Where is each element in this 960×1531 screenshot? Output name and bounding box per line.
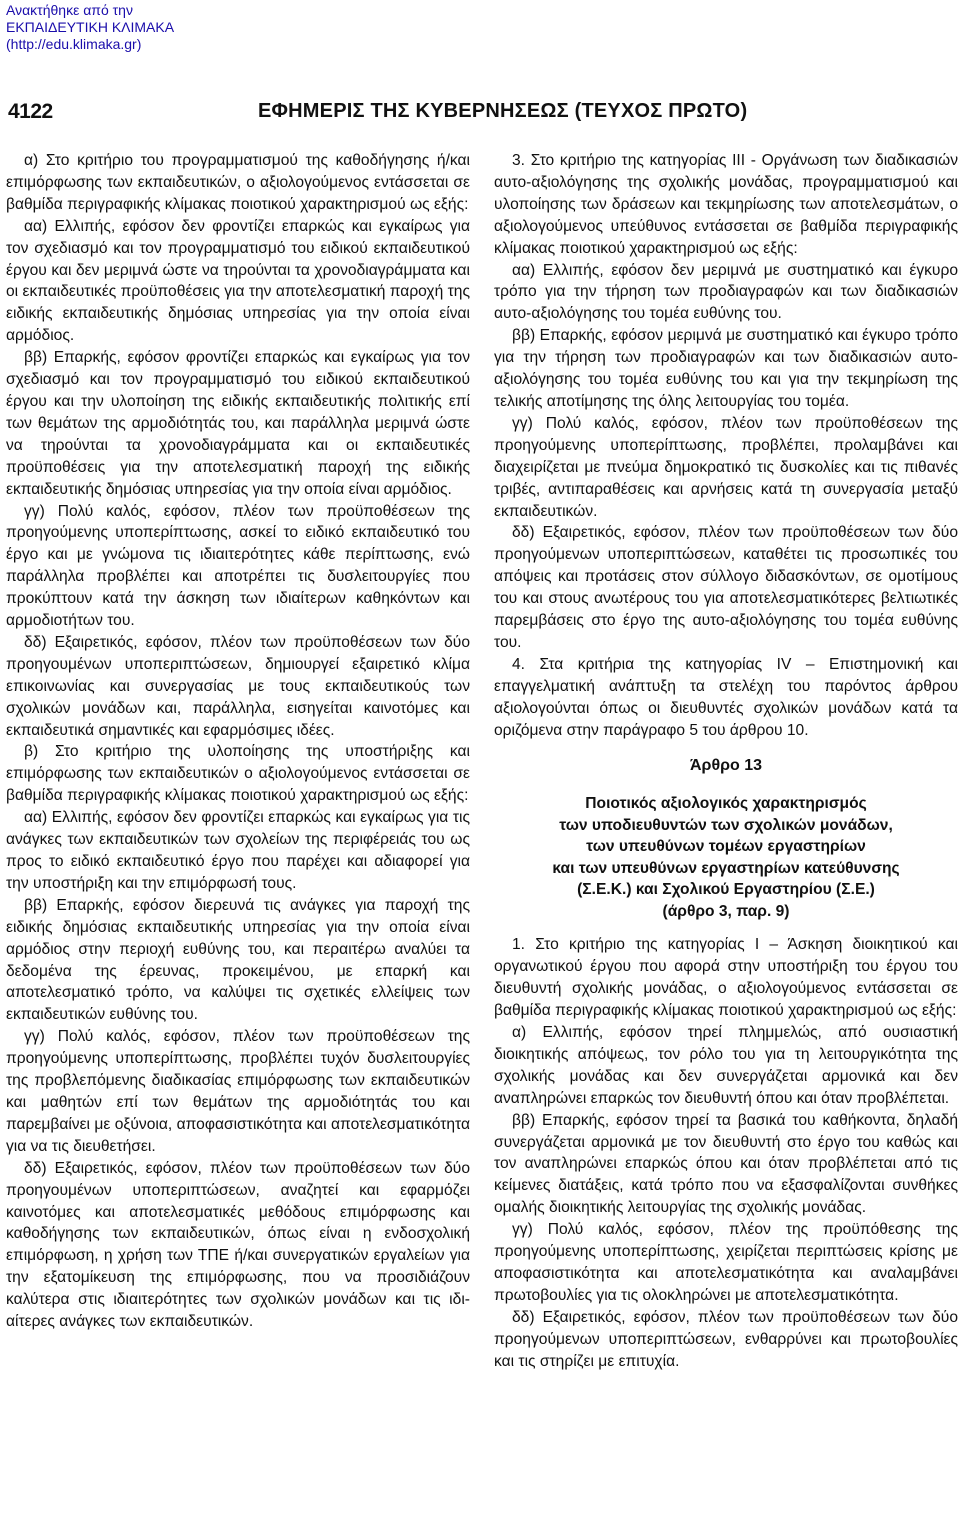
source-attribution bbox=[6, 2, 174, 53]
paragraph: δδ) Εξαιρετικός, εφόσον, πλέον των προϋποθέσεων των δύο προηγούμενων υποπεριπτώσεων, καταθέτει τις προσωπικές του απόψεις και προτάσεις στον σύλλογο διδασκόντων, σε ομοτίμους του και στους ανωτέρους του για αποτελεσματικότερες βελτιωτικές παρεμβάσεις στο έργο της αυτο-αξιολόγησης του τομέα ευθύνης του. bbox=[494, 524, 958, 651]
page-header bbox=[0, 100, 960, 130]
paragraph: ββ) Επαρκής, εφόσον μεριμνά με συστηματικό και έγκυρο τρόπο για την τήρηση των προδιαγραφών και των διαδικασιών αυτο-αξιολόγησης του τομέα ευθύνης του και για την τεκμηρίωση της τελικής αποτίμησης της όλης λειτουργίας του τομέα. bbox=[494, 327, 958, 410]
article-title-line: των υποδιευθυντών των σχολικών μονάδων, bbox=[559, 816, 893, 834]
article-title-line: (άρθρο 3, παρ. 9) bbox=[662, 902, 790, 920]
paragraph: α) Ελλιπής, εφόσον τηρεί πλημμελώς, από ουσιαστική διοικητικής απόψεως, τον ρόλο του για τη λειτουργικότητα της σχολικής μονάδας και δεν συνεργάζεται αρμονικά και δεν αναπληρώνει επαρκώς τον διευθυντή όπου και όταν προβλέπεται. bbox=[494, 1024, 958, 1107]
source-line[interactable]: ΕΚΠΑΙΔΕΥΤΙΚΗ ΚΛΙΜΑΚΑ bbox=[6, 19, 175, 35]
paragraph: δδ) Εξαιρετικός, εφόσον, πλέον των προϋποθέσεων των δύο προηγούμενων υποπεριπτώσεων, ενθαρρύνει και πρωτοβουλίες και τις στηρίζει με επιτυχία. bbox=[494, 1308, 958, 1370]
article-title-line: (Σ.Ε.Κ.) και Σχολικού Εργαστηρίου (Σ.Ε.) bbox=[577, 881, 875, 899]
paragraph: β) Στο κριτήριο της υλοποίησης της υποστήριξης και επιμόρφωσης των εκπαιδευτικών ο αξιολογούμενος εντάσσεται σε βαθμίδα περιγραφικής κλίμακας ποιοτικού χαρακτηρισμού ως εξής: bbox=[6, 743, 470, 805]
paragraph: γγ) Πολύ καλός, εφόσον, πλέον της προϋπόθεσης της προηγούμενης υποπερίπτωσης, χειρίζεται περιπτώσεις κρίσης με αποφασιστικότητα και αποτελεσματικότητα και αναλαμβάνει πρωτοβουλίες για τις ολοκληρώνει με αποτελεσματικότητα. bbox=[494, 1221, 958, 1304]
paragraph: α) Στο κριτήριο του προγραμματισμού της καθοδήγησης ή/και επιμόρφωσης των εκπαιδευτικών, ο αξιολογούμενος εντάσσεται σε βαθμίδα περιγραφικής κλίμακας ποιοτικού χαρακτηρισμού ως εξής: bbox=[6, 152, 470, 213]
paragraph: 4. Στα κριτήρια της κατηγορίας ΙV – Επιστημονική και επαγγελματική ανάπτυξη τα στελέχη του παρόντος άρθρου αξιολογούνται όπως οι διευθυντές σχολικών μονάδων κατά τα οριζόμενα στην παράγραφο 5 του άρθρου 10. bbox=[494, 655, 958, 739]
right-column bbox=[494, 150, 958, 1373]
source-line[interactable]: Ανακτήθηκε από την bbox=[6, 2, 133, 18]
paragraph: αα) Ελλιπής, εφόσον δεν μεριμνά με συστηματικό και έγκυρο τρόπο για την τήρηση των προδιαγραφών και των διαδικασιών αυτο-αξιολόγησης του τομέα ευθύνης του. bbox=[494, 261, 958, 323]
paragraph: δδ) Εξαιρετικός, εφόσον, πλέον των προϋποθέσεων των δύο προηγουμένων υποπεριπτώσεων, δημιουργεί εξαιρετικό κλίμα επικοινωνίας και συνεργασίας με τους εκπαιδευτικούς των σχολικών μονάδων και, παράλληλα, εισηγείται καινοτόμες και εκπαιδευτικά σημαντικές και εφαρμόσιμες ιδέες. bbox=[6, 633, 470, 739]
paragraph: γγ) Πολύ καλός, εφόσον, πλέον των προϋποθέσεων της προηγούμενης υποπερίπτωσης, προβλέπει, προλαμβάνει και διαχειρίζεται με πνεύμα δημοκρατικό τις δυσκολίες και τις πιθανές τριβές, αντιπαραθέσεις και αρνήσεις κατά τη συνεργασία μεταξύ εκπαιδευτικών. bbox=[494, 414, 958, 520]
gazette-title: ΕΦΗΜΕΡΙΣ ΤΗΣ ΚΥΒΕΡΝΗΣΕΩΣ (ΤΕΥΧΟΣ ΠΡΩΤΟ) bbox=[258, 100, 748, 122]
left-column bbox=[6, 150, 470, 1333]
paragraph: 3. Στο κριτήριο της κατηγορίας ΙΙΙ - Οργάνωση των διαδικασιών αυτο-αξιολόγησης της σχολικής μονάδας, προγραμματισμού και υλοποίησης των δράσεων και τεκμηρίωσης των αποτελεσμάτων, ο αξιολογούμενος υπεύθυνος εντάσσεται σε βαθμίδα περιγραφικής κλίμακας ποιοτικού χαρακτηρισμού ως εξής: bbox=[494, 152, 958, 257]
paragraph: 1. Στο κριτήριο της κατηγορίας Ι – Άσκηση διοικητικού και οργανωτικού έργου που αφορά στην υποστήριξη του έργου του διευθυντή σχολικής μονάδας, ο αξιολογούμενος εντάσσεται σε βαθμίδα περιγραφικής κλίμακας ποιοτικού χαρακτηρισμού ως εξής: bbox=[494, 936, 958, 1020]
article-title-line: Ποιοτικός αξιολογικός χαρακτηρισμός bbox=[585, 795, 867, 813]
article-title-line: και των υπευθύνων εργαστηρίων κατεύθυνσης bbox=[552, 859, 900, 877]
paragraph: ββ) Επαρκής, εφόσον φροντίζει επαρκώς και εγκαίρως για τον σχεδιασμό και τον προγραμματισμό του ειδικού εκπαιδευτικού έργου και την υλοποίηση της ειδικής εκπαιδευτικής πολιτικής επί των θεμάτων της αρμοδιότητάς του, και παράλληλα μεριμνά ώστε να τηρούνται τα χρονοδιαγράμματα και οι εκπαιδευτικές προϋποθέσεις για την αποτελεσματική παροχή της ειδικής εκπαιδευτικής δημόσιας υπηρεσίας για την οποία είναι αρμόδιος. bbox=[6, 349, 470, 498]
paragraph: αα) Ελλιπής, εφόσον δεν φροντίζει επαρκώς και εγκαίρως για τις ανάγκες των εκπαιδευτικών των σχολείων της περιφέρειάς του ως προς το ειδικό εκπαιδευτικό έργο που παρέχει και αδιαφορεί για την υποστήριξη και την επιμόρφωσή τους. bbox=[6, 809, 470, 892]
article-heading: Άρθρο 13 bbox=[689, 757, 762, 775]
article-title-line: των υπευθύνων τομέων εργαστηρίων bbox=[586, 838, 866, 856]
paragraph: αα) Ελλιπής, εφόσον δεν φροντίζει επαρκώς και εγκαίρως για τον σχεδιασμό και τον προγραμματισμό του ειδικού εκπαιδευτικού έργου και δεν μεριμνά ώστε να τηρούνται τα χρονοδιαγράμματα και οι εκπαιδευτικές προϋποθέσεις για την αποτελεσματική παροχή της ειδικής εκπαιδευτικής δημόσιας υπηρεσίας για την οποία είναι αρμόδιος. bbox=[6, 217, 470, 345]
page-number: 4122 bbox=[8, 100, 53, 123]
paragraph: ββ) Επαρκής, εφόσον διερευνά τις ανάγκες για παροχή της ειδικής δημόσιας εκπαιδευτικής υπηρεσίας για την οποία είναι αρμόδιος στην περιοχή ευθύνης του, και περαιτέρω αναλύει τα δεδομένα της έρευνας, προκειμένου, με επαρκή και αποτελεσματικό τρόπο, να καλύψει τις σχετικές ελλείψεις των εκπαιδευτικών ευθύνης του. bbox=[6, 896, 470, 1024]
paragraph: γγ) Πολύ καλός, εφόσον, πλέον των προϋποθέσεων της προηγούμενης υποπερίπτωσης, προβλέπει τυχόν δυσλειτουργίες της προβλεπόμενης διαδικασίας επιμόρφωσης των εκπαιδευτικών και μαθητών επί των θεμάτων της αρμοδιότητάς του και παρεμβαίνει με οξύνοια, αποφασιστικότητα και αποτελεσματικότητα για να τις διευθετήσει. bbox=[6, 1028, 470, 1155]
source-link[interactable]: (http://edu.klimaka.gr) bbox=[6, 36, 142, 52]
paragraph: ββ) Επαρκής, εφόσον τηρεί τα βασικά του καθήκοντα, δηλαδή συνεργάζεται αρμονικά με τον διευθυντή στο έργο του καθώς και τον αναπληρώνει επαρκώς όπου και όταν προβλέπεται από τις κείμενες διατάξεις, κατά τρόπο που να εξασφαλίζονται συνθήκες ομαλής διοικητικής λειτουργίας της σχολικής μονάδας. bbox=[494, 1111, 958, 1217]
article-title bbox=[494, 793, 958, 922]
paragraph: δδ) Εξαιρετικός, εφόσον, πλέον των προϋποθέσεων των δύο προηγουμένων υποπεριπτώσεων, αναζητεί και εφαρμόζει καινοτόμες και αποτελεσματικές μεθόδους επιμόρφωσης και καθοδήγησης των εκπαιδευτικών, όπως είναι η ενδοσχολική επιμόρφωση, η χρήση των ΤΠΕ ή/και συνεργατικών εργαλείων για την εξατομίκευση της επιμόρφωσης, που να προσιδιάζουν καλύτερα στις ιδιαιτερότητες των σχολικών μονάδων και τις ιδιαίτερες ανάγκες των εκπαιδευτικών. bbox=[6, 1159, 470, 1331]
paragraph: γγ) Πολύ καλός, εφόσον, πλέον των προϋποθέσεων της προηγούμενης υποπερίπτωσης, ασκεί το ειδικό εκπαιδευτικό του έργο και με γνώμονα τις ιδιαιτερότητες κάθε περίπτωσης, ενώ παράλληλα προβλέπει και αποτρέπει τις δυσλειτουργίες που προκύπτουν κατά την άσκηση των ιδιαίτερων καθηκόντων και αρμοδιοτήτων του. bbox=[6, 502, 470, 630]
